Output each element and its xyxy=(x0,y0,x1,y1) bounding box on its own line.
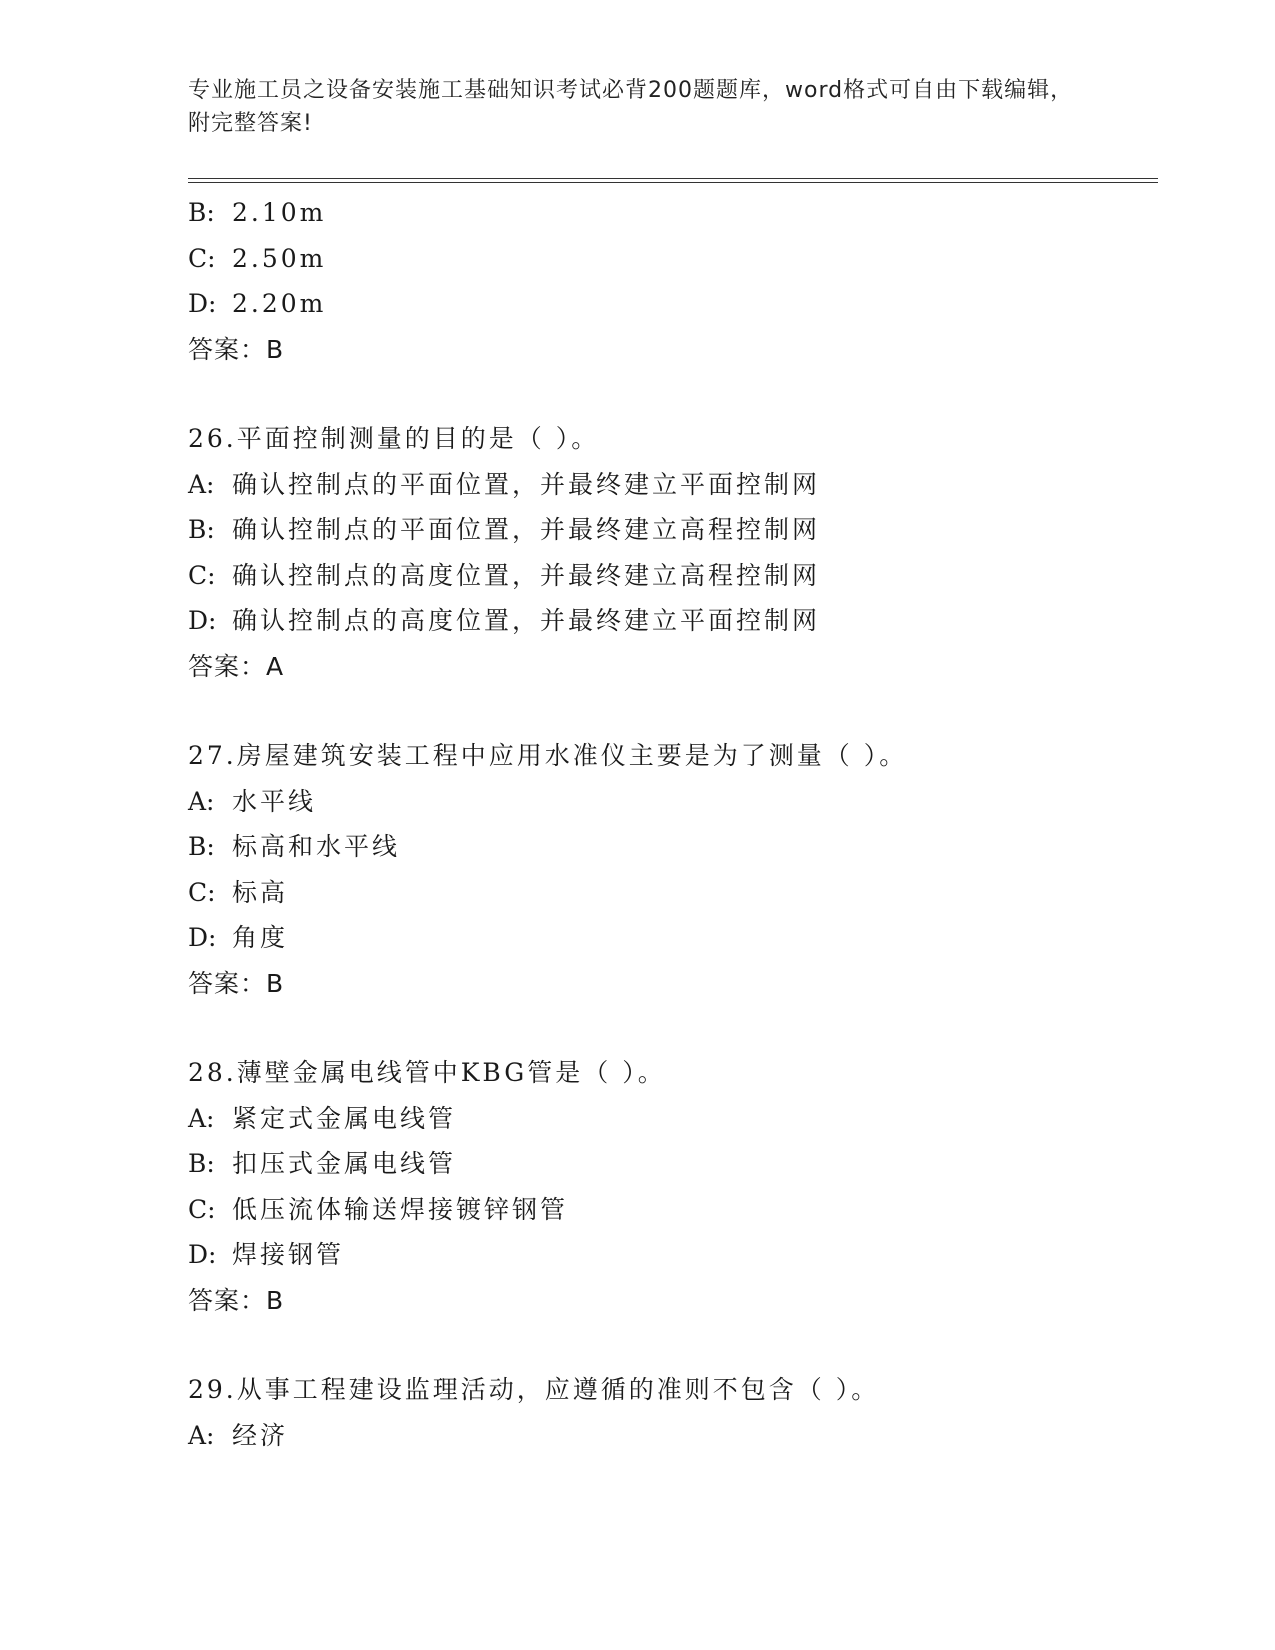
option-letter: C: xyxy=(188,1194,216,1224)
question-28 xyxy=(188,1050,1148,1323)
answer-line: 答案：A xyxy=(188,651,285,681)
option-letter: D: xyxy=(188,606,217,635)
option-letter: B: xyxy=(188,515,215,544)
question-content xyxy=(188,190,1148,1458)
question-25-continued xyxy=(188,190,1148,372)
option-text: 水平线 xyxy=(232,786,317,816)
option-text: 标高 xyxy=(232,877,289,907)
question-stem: 28.薄壁金属电线管中KBG管是（ ）。 xyxy=(188,1058,666,1087)
option-c xyxy=(188,1187,1148,1233)
option-letter: C: xyxy=(188,560,216,590)
question-stem: 26.平面控制测量的目的是（ ）。 xyxy=(188,424,600,453)
option-d xyxy=(188,915,1148,961)
answer-line: 答案：B xyxy=(188,968,285,998)
option-letter: B: xyxy=(188,1149,215,1178)
question-27 xyxy=(188,733,1148,1006)
option-text: 2.10m xyxy=(232,198,327,227)
option-letter: A: xyxy=(188,786,215,816)
option-letter: D: xyxy=(188,923,217,952)
option-text: 紧定式金属电线管 xyxy=(232,1103,457,1133)
option-d xyxy=(188,281,1148,327)
option-letter: C: xyxy=(188,243,216,273)
option-text: 2.20m xyxy=(232,289,327,318)
option-b xyxy=(188,1141,1148,1187)
option-letter: A: xyxy=(188,469,215,499)
option-text: 确认控制点的高度位置，并最终建立高程控制网 xyxy=(232,560,821,590)
option-letter: A: xyxy=(188,1420,215,1450)
option-text: 确认控制点的平面位置，并最终建立高程控制网 xyxy=(232,515,821,544)
option-a xyxy=(188,1413,1148,1459)
option-letter: C: xyxy=(188,877,216,907)
page-header: 专业施工员之设备安装施工基础知识考试必背200题题库，word格式可自由下载编辑，附完整答案! xyxy=(188,78,1074,136)
header-divider xyxy=(188,178,1158,183)
question-stem: 29.从事工程建设监理活动，应遵循的准则不包含（ ）。 xyxy=(188,1375,880,1404)
option-text: 2.50m xyxy=(232,243,327,273)
option-c xyxy=(188,870,1148,916)
option-text: 确认控制点的平面位置，并最终建立平面控制网 xyxy=(232,469,821,499)
option-a xyxy=(188,779,1148,825)
option-text: 低压流体输送焊接镀锌钢管 xyxy=(232,1194,569,1224)
question-29 xyxy=(188,1367,1148,1458)
option-b xyxy=(188,507,1148,553)
option-text: 经济 xyxy=(232,1420,289,1450)
option-letter: A: xyxy=(188,1103,215,1133)
answer-line: 答案：B xyxy=(188,1285,285,1315)
option-c xyxy=(188,236,1148,282)
answer-line: 答案：B xyxy=(188,334,285,364)
question-26 xyxy=(188,416,1148,689)
option-b xyxy=(188,824,1148,870)
question-stem: 27.房屋建筑安装工程中应用水准仪主要是为了测量（ ）。 xyxy=(188,741,908,770)
option-b xyxy=(188,190,1148,236)
option-letter: B: xyxy=(188,832,215,861)
option-a xyxy=(188,1096,1148,1142)
option-letter: B: xyxy=(188,198,215,227)
option-text: 确认控制点的高度位置，并最终建立平面控制网 xyxy=(232,606,821,635)
option-letter: D: xyxy=(188,1240,217,1269)
option-text: 角度 xyxy=(232,923,289,952)
option-text: 标高和水平线 xyxy=(232,832,401,861)
option-d xyxy=(188,1232,1148,1278)
option-c xyxy=(188,553,1148,599)
option-letter: D: xyxy=(188,289,217,318)
option-text: 焊接钢管 xyxy=(232,1240,345,1269)
option-text: 扣压式金属电线管 xyxy=(232,1149,457,1178)
option-d xyxy=(188,598,1148,644)
option-a xyxy=(188,462,1148,508)
